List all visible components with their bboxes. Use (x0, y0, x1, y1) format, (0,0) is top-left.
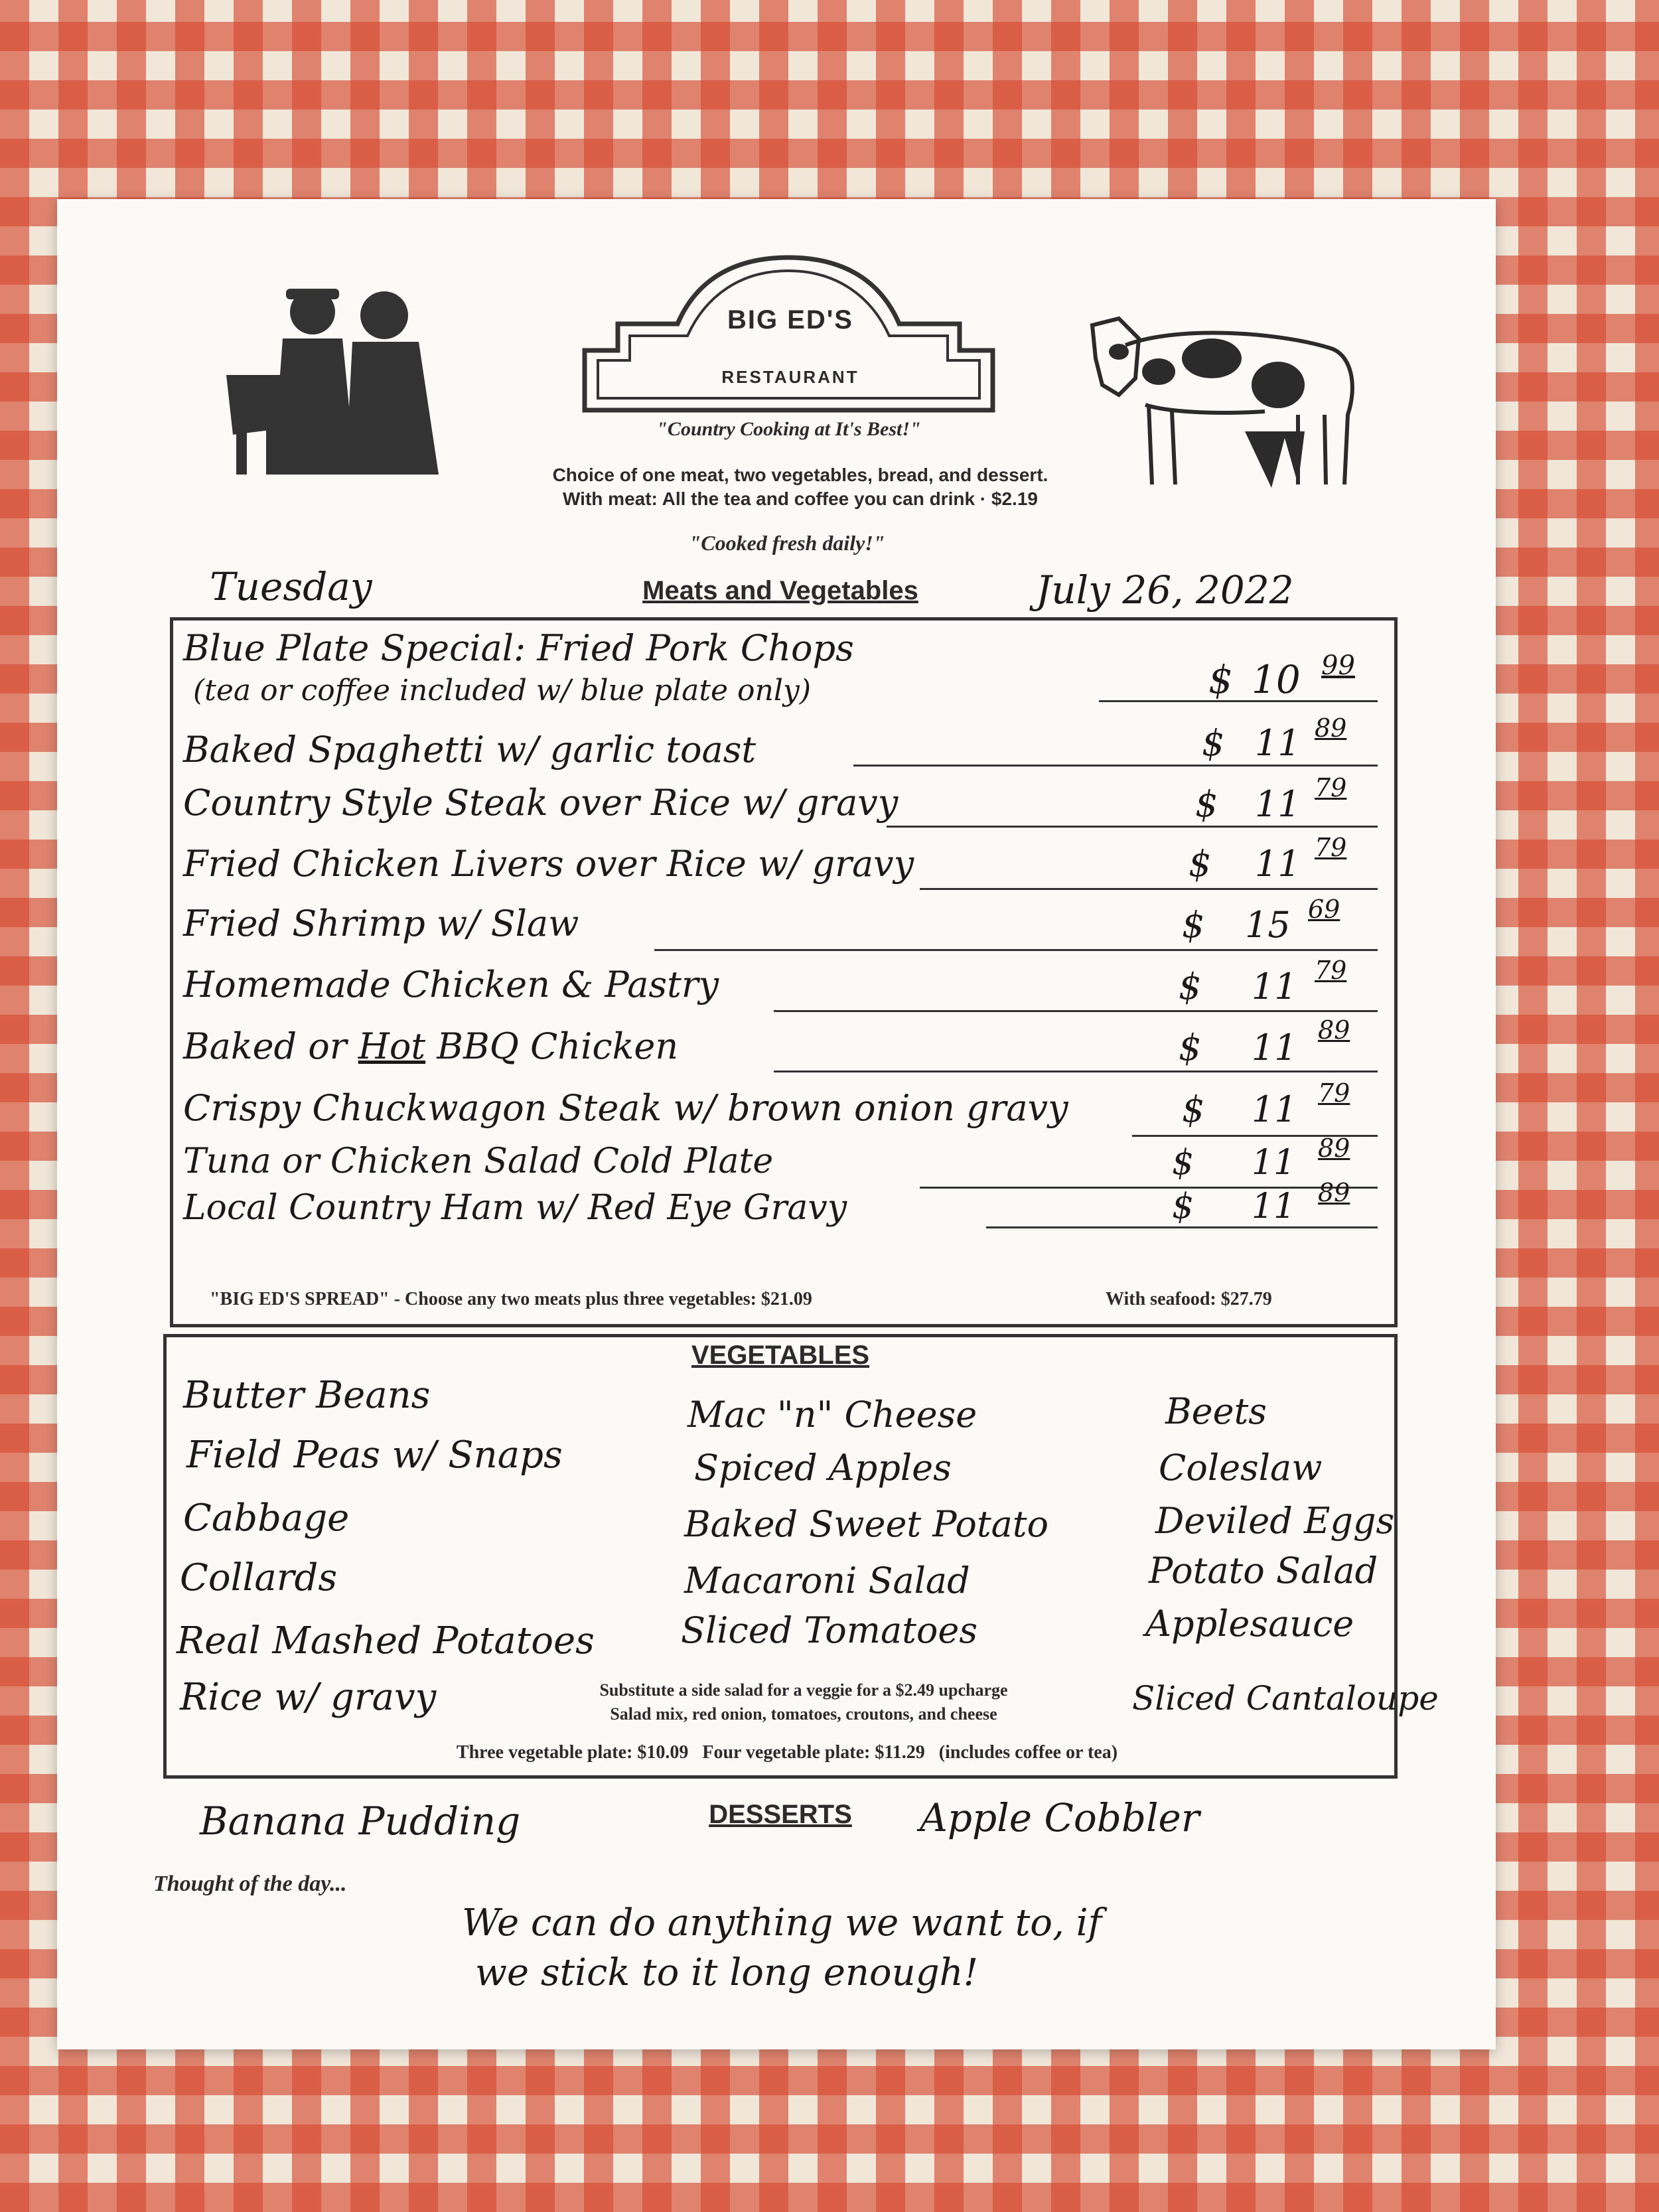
veg-col3-item-4: Potato Salad (1149, 1550, 1378, 1591)
veg-col3-item-3: Deviled Eggs (1155, 1500, 1395, 1542)
dessert-left: Banana Pudding (200, 1799, 521, 1844)
meat-item-1-note: (tea or coffee included w/ blue plate only) (193, 674, 811, 707)
big-eds-spread: "BIG ED'S SPREAD" - Choose any two meats plus three vegetables: $21.09 (210, 1289, 812, 1309)
meat-item-8-dollar: $ (1182, 1088, 1205, 1130)
restaurant-subname: RESTAURANT (721, 367, 859, 387)
meat-item-3-price: 11 (1255, 783, 1301, 825)
veg-col2-item-5: Sliced Tomatoes (681, 1609, 978, 1651)
thought-line-1: We can do anything we want to, if (462, 1901, 1102, 1945)
dessert-right: Apple Cobbler (920, 1795, 1200, 1840)
meat-item-10-cents: 89 (1318, 1178, 1350, 1207)
veg-col1-item-2: Field Peas w/ Snaps (186, 1434, 563, 1477)
meat-item-8-price: 11 (1252, 1088, 1297, 1130)
meat-item-9-name: Tuna or Chicken Salad Cold Plate (183, 1142, 774, 1181)
meat-item-7-name-post: BBQ Chicken (425, 1025, 679, 1067)
meat-item-4-price: 11 (1255, 843, 1301, 885)
veg-col1-item-3: Cabbage (183, 1497, 350, 1540)
meat-item-9-line (920, 1187, 1378, 1189)
cow-icon (1079, 299, 1364, 491)
meat-item-7-name-pre: Baked or (183, 1025, 358, 1067)
thought-line-2: we stick to it long enough! (475, 1951, 979, 1994)
meat-item-5-dollar: $ (1182, 904, 1205, 946)
meat-item-7-name-hot: Hot (358, 1025, 426, 1067)
meat-item-7-dollar: $ (1179, 1027, 1202, 1069)
meat-item-6-line (774, 1010, 1378, 1012)
meat-item-8-cents: 79 (1318, 1078, 1350, 1108)
veg-col2-item-4: Macaroni Salad (684, 1560, 970, 1601)
meat-item-3-cents: 79 (1315, 773, 1347, 802)
veg-col3-item-5: Applesauce (1145, 1603, 1354, 1645)
meat-item-9-dollar: $ (1172, 1143, 1194, 1183)
meat-item-5-cents: 69 (1308, 895, 1340, 924)
meat-item-2-dollar: $ (1202, 722, 1225, 764)
vegetables-title: VEGETABLES (691, 1341, 870, 1370)
farmers-silhouette-icon (220, 275, 465, 488)
meat-item-3-name: Country Style Steak over Rice w/ gravy (183, 782, 899, 824)
day-label: Tuesday (210, 564, 372, 609)
meat-item-10-price: 11 (1252, 1187, 1296, 1226)
meat-item-4-dollar: $ (1189, 843, 1212, 885)
section-title-meats: Meats and Vegetables (642, 576, 918, 605)
spread-seafood-price: With seafood: $27.79 (1106, 1289, 1272, 1309)
date-label: July 26, 2022 (1036, 567, 1294, 613)
meat-item-7-cents: 89 (1318, 1015, 1350, 1045)
veg-col2-item-1: Mac "n" Cheese (687, 1394, 977, 1436)
veg-col1-item-1: Butter Beans (183, 1374, 431, 1417)
meat-item-2-cents: 89 (1315, 713, 1347, 743)
substitute-note: Substitute a side salad for a veggie for a $2.49 upcharge (599, 1680, 1008, 1700)
meat-item-5-price: 15 (1245, 904, 1291, 946)
meat-item-7-price: 11 (1252, 1027, 1297, 1069)
meat-item-2-price: 11 (1255, 722, 1301, 764)
cooked-fresh-label: "Cooked fresh daily!" (689, 531, 885, 555)
meat-item-8-name: Crispy Chuckwagon Steak w/ brown onion gravy (183, 1087, 1068, 1129)
meat-item-10-name: Local Country Ham w/ Red Eye Gravy (183, 1188, 847, 1228)
meat-item-6-name: Homemade Chicken & Pastry (183, 964, 719, 1005)
meat-item-1-line (1099, 700, 1378, 702)
veg-col2-item-2: Spiced Apples (694, 1447, 952, 1489)
meat-item-7-line (774, 1070, 1378, 1072)
meat-item-6-cents: 79 (1315, 956, 1347, 985)
meat-item-9-price: 11 (1252, 1143, 1296, 1183)
meat-item-3-line (887, 826, 1378, 828)
veg-col1-item-4: Collards (180, 1556, 338, 1599)
meat-item-10-dollar: $ (1172, 1187, 1194, 1226)
veg-col1-item-6: Rice w/ gravy (180, 1676, 437, 1719)
veg-col3-item-1: Beets (1165, 1390, 1267, 1432)
meat-item-1-cents: 99 (1321, 650, 1355, 681)
meat-item-6-dollar: $ (1179, 966, 1202, 1007)
meat-item-7-name (183, 1025, 678, 1067)
vegetable-plate-prices: Three vegetable plate: $10.09 Four vegetable plate: $11.29 (includes coffee or tea) (456, 1742, 1118, 1763)
meat-item-1-name: Blue Plate Special: Fried Pork Chops (183, 627, 854, 669)
desserts-title: DESSERTS (709, 1800, 852, 1829)
restaurant-name: BIG ED'S (727, 305, 853, 334)
veg-col2-item-3: Baked Sweet Potato (684, 1503, 1049, 1545)
veg-col3-item-2: Coleslaw (1159, 1447, 1323, 1489)
meat-item-2-line (853, 765, 1378, 767)
salad-mix-note: Salad mix, red onion, tomatoes, croutons, and cheese (610, 1704, 997, 1724)
meat-item-5-line (654, 949, 1378, 951)
meat-item-3-dollar: $ (1195, 783, 1218, 825)
meat-item-4-cents: 79 (1315, 833, 1347, 862)
veg-col3-item-6: Sliced Cantaloupe (1132, 1679, 1439, 1718)
meat-item-6-price: 11 (1252, 966, 1297, 1007)
choice-line: Choice of one meat, two vegetables, bread, and dessert. (552, 465, 1048, 485)
drink-line: With meat: All the tea and coffee you can drink · $2.19 (563, 488, 1038, 509)
veg-col1-item-5: Real Mashed Potatoes (177, 1619, 595, 1662)
meat-item-4-name: Fried Chicken Livers over Rice w/ gravy (183, 843, 914, 885)
meat-item-2-name: Baked Spaghetti w/ garlic toast (183, 729, 757, 771)
meat-item-4-line (920, 888, 1378, 890)
restaurant-slogan: "Country Cooking at It's Best!" (656, 418, 921, 440)
meat-item-1-price: 10 (1252, 657, 1301, 702)
meat-item-5-name: Fried Shrimp w/ Slaw (183, 903, 579, 944)
meat-item-10-line (986, 1226, 1378, 1228)
thought-label: Thought of the day... (153, 1872, 347, 1896)
meat-item-9-cents: 89 (1318, 1134, 1350, 1163)
menu-paper (57, 199, 1496, 2049)
meat-item-1-dollar: $ (1208, 657, 1233, 702)
